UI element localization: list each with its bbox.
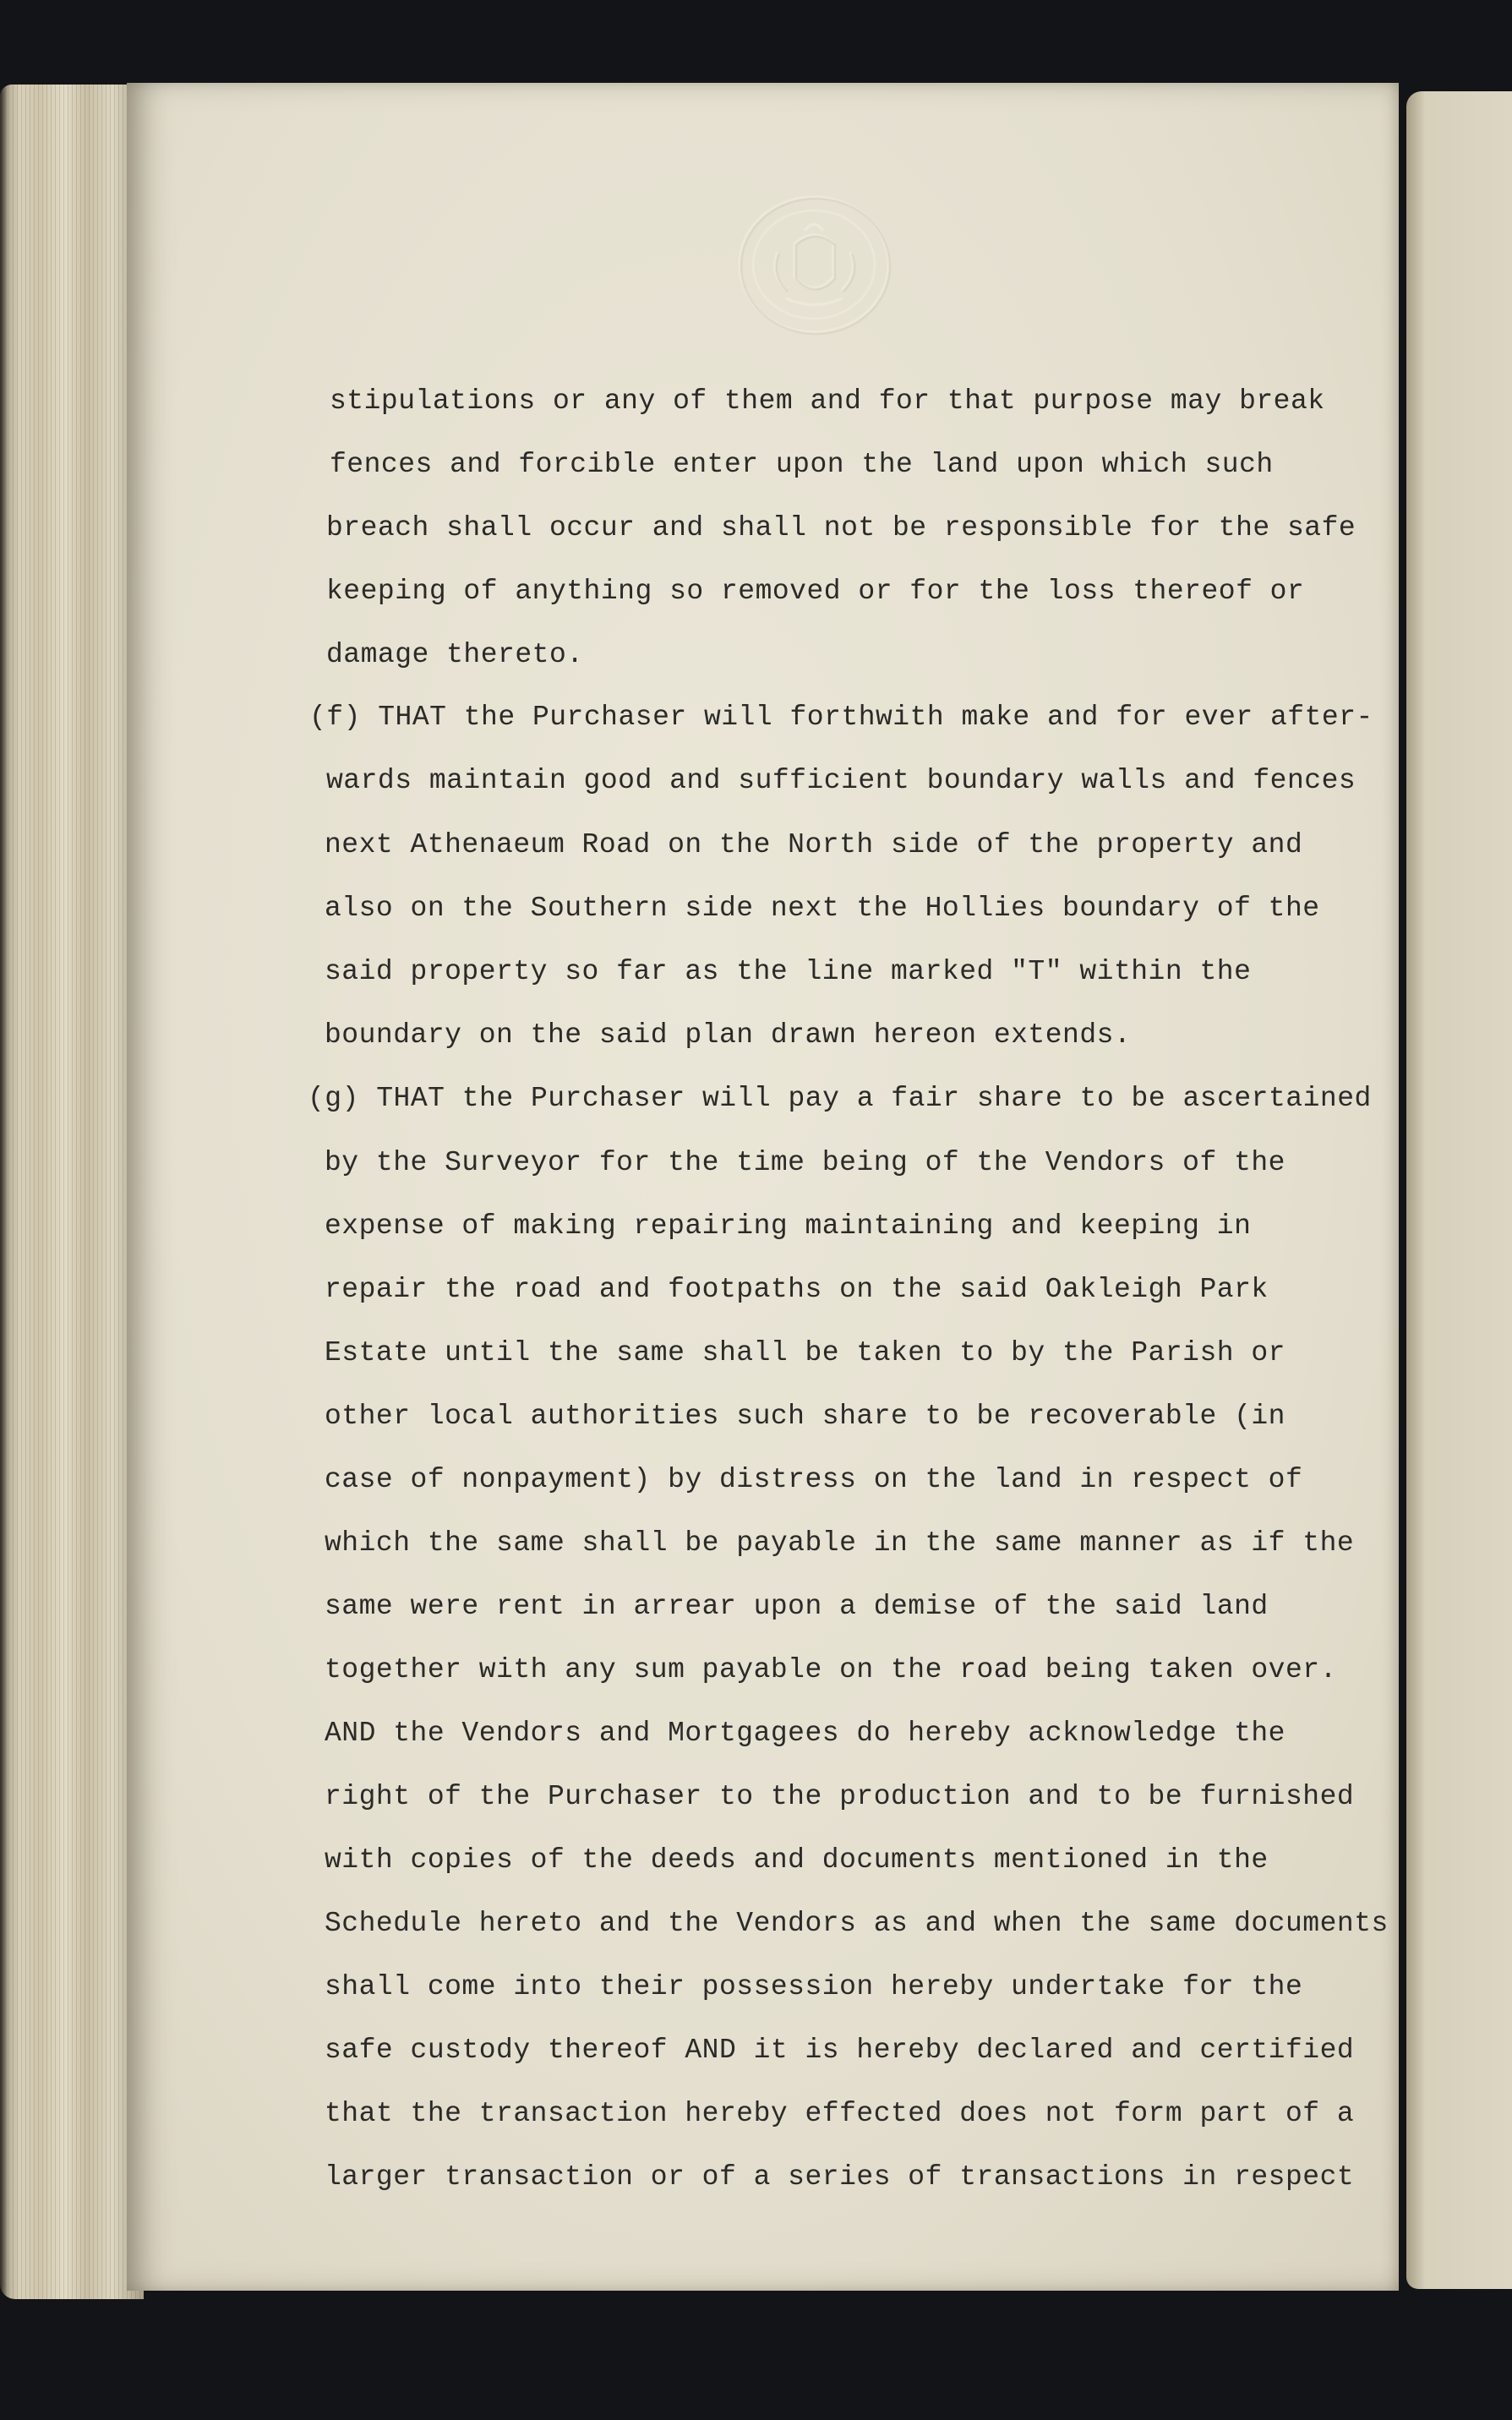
text-line: breach shall occur and shall not be responsible for the safe xyxy=(326,512,1356,544)
text-line: case of nonpayment) by distress on the land in respect of xyxy=(325,1464,1303,1495)
text-line: fences and forcible enter upon the land upon which such xyxy=(330,449,1274,480)
text-line: said property so far as the line marked "T" within the xyxy=(325,956,1252,987)
text-line: wards maintain good and sufficient boundary walls and fences xyxy=(326,765,1356,796)
text-line: also on the Southern side next the Hollies boundary of the xyxy=(325,893,1320,924)
text-line: (f) THAT the Purchaser will forthwith make and for ever after- xyxy=(309,702,1373,733)
text-line: damage thereto. xyxy=(326,639,584,670)
text-line: Schedule hereto and the Vendors as and when the same documents xyxy=(325,1908,1389,1939)
text-line: that the transaction hereby effected does not form part of a xyxy=(325,2098,1355,2129)
text-line: safe custody thereof AND it is hereby declared and certified xyxy=(325,2035,1355,2066)
text-line: together with any sum payable on the road being taken over. xyxy=(325,1654,1337,1685)
text-line: same were rent in arrear upon a demise of the said land xyxy=(325,1591,1269,1622)
text-line: expense of making repairing maintaining and keeping in xyxy=(325,1210,1252,1242)
text-line: Estate until the same shall be taken to by the Parish or xyxy=(325,1337,1285,1368)
text-line: other local authorities such share to be recoverable (in xyxy=(325,1401,1285,1432)
text-line: stipulations or any of them and for that purpose may break xyxy=(330,385,1325,417)
text-line: which the same shall be payable in the same manner as if the xyxy=(325,1527,1355,1559)
text-line: next Athenaeum Road on the North side of the property and xyxy=(325,829,1303,860)
text-line: repair the road and footpaths on the said Oakleigh Park xyxy=(325,1274,1269,1305)
text-line: AND the Vendors and Mortgagees do hereby acknowledge the xyxy=(325,1718,1285,1749)
text-line: boundary on the said plan drawn hereon extends. xyxy=(325,1019,1132,1051)
text-line: shall come into their possession hereby undertake for the xyxy=(325,1971,1303,2002)
text-line: larger transaction or of a series of transactions in respect xyxy=(325,2161,1355,2193)
text-line: with copies of the deeds and documents mentioned in the xyxy=(325,1844,1269,1876)
text-line: by the Surveyor for the time being of the Vendors of the xyxy=(325,1147,1285,1178)
text-line: keeping of anything so removed or for the loss thereof or xyxy=(326,576,1305,607)
text-line: (g) THAT the Purchaser will pay a fair share to be ascertained xyxy=(308,1083,1372,1114)
text-line: right of the Purchaser to the production and to be furnished xyxy=(325,1781,1355,1812)
